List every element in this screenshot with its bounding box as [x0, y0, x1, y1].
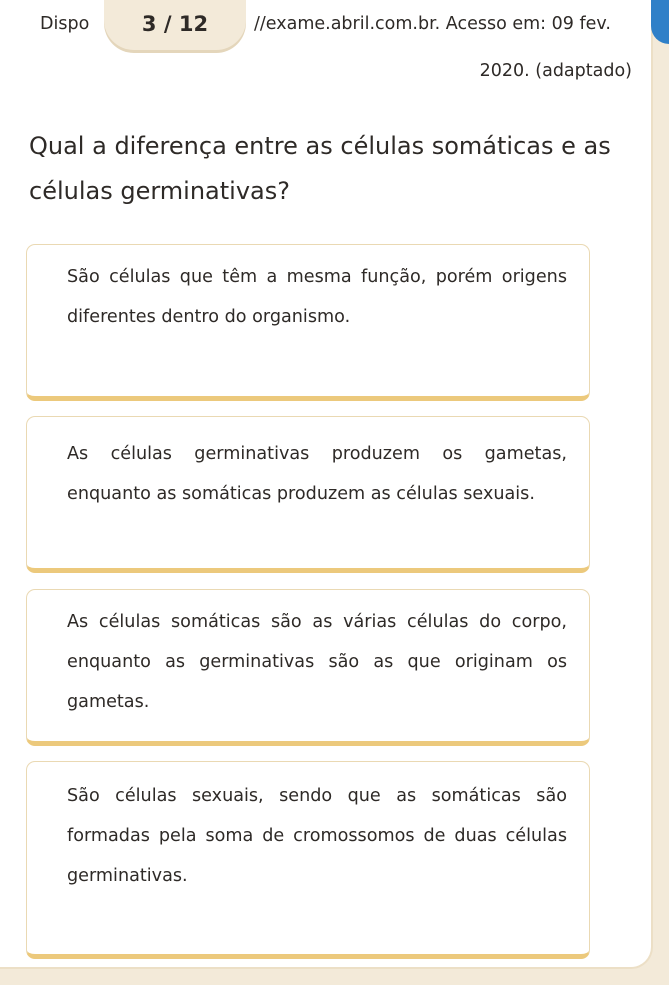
answer-option-text: As células germinativas produzem os gametas, enquanto as somáticas produzem as células sexuais.: [67, 444, 567, 504]
answer-option-text: São células sexuais, sendo que as somáticas são formadas pela soma de cromossomos de duas células germinativas.: [67, 786, 567, 886]
question-text: Qual a diferença entre as células somáticas e as células germinativas?: [29, 132, 611, 205]
answer-option-4[interactable]: [26, 761, 590, 959]
answer-option-text: São células que têm a mesma função, porém origens diferentes dentro do organismo.: [67, 267, 567, 327]
source-citation-url: //exame.abril.com.br. Acesso em: 09 fev.: [254, 14, 611, 34]
question-counter: 3 / 12: [104, 0, 246, 50]
answer-option-text: As células somáticas são as várias células do corpo, enquanto as germinativas são as que originam os gametas.: [67, 612, 567, 712]
answer-option-1[interactable]: [26, 244, 590, 401]
corner-accent-decoration: [651, 0, 669, 44]
source-citation-line-2: 2020. (adaptado): [479, 61, 632, 81]
answer-option-3[interactable]: [26, 589, 590, 746]
answer-option-2[interactable]: [26, 416, 590, 573]
source-citation-start: Dispo: [40, 14, 90, 34]
